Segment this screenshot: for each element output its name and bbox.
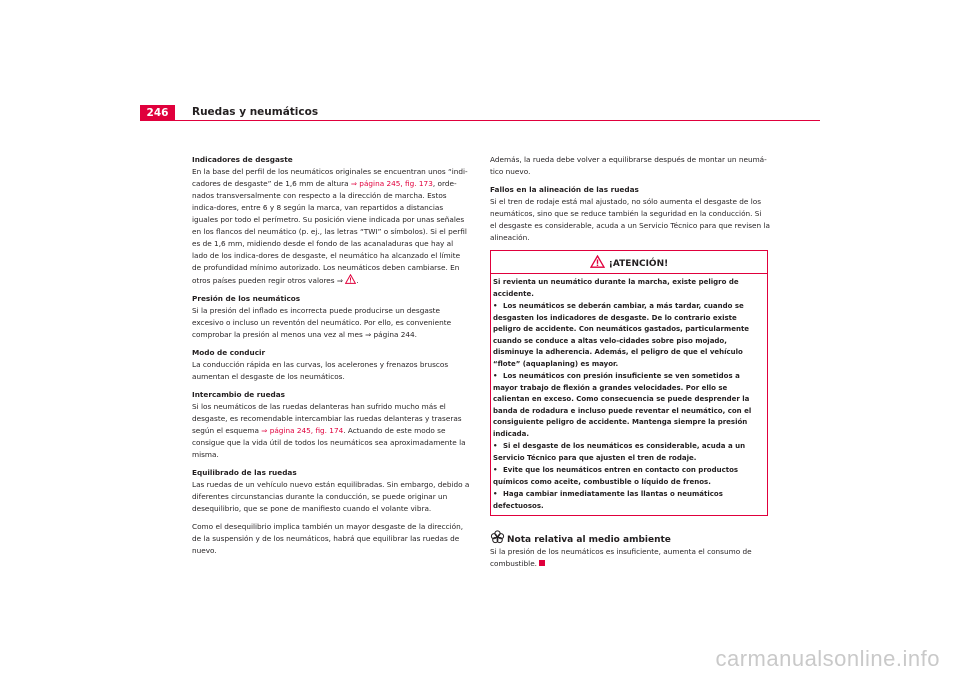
- warning-box: [490, 250, 768, 516]
- text-span: . Actuando de este modo se consigue que la vida útil de todos los neumáticos sea aproximadamente la misma.: [192, 426, 466, 459]
- paragraph-wheel-rotation: [192, 401, 470, 461]
- paragraph-environment: [490, 546, 770, 570]
- section-title-wear-indicators: Indicadores de desgaste: [192, 155, 293, 164]
- bullet-icon: •: [493, 466, 498, 474]
- paragraph-driving-mode: La conducción rápida en las curvas, los acelerones y frenazos bruscos aumentan el desgaste de los neumáticos.: [192, 360, 449, 381]
- warning-lead: Si revienta un neumático durante la marcha, existe peligro de accidente.: [493, 278, 739, 298]
- arrow-reference: ⇒: [336, 276, 344, 285]
- end-of-section-mark-icon: [539, 560, 545, 566]
- warning-item: [493, 371, 765, 440]
- text-span: En la base del perfil de los neumáticos originales se encuentran unos “indi-cadores de desgaste” de 1,6 mm de altura: [192, 167, 468, 188]
- warning-item-text: Haga cambiar inmediatamente las llantas o neumáticos defectuosos.: [493, 490, 723, 510]
- cross-reference-link[interactable]: ⇒ página 245, fig. 173: [350, 179, 433, 188]
- warning-item-text: Si el desgaste de los neumáticos es considerable, acuda a un Servicio Técnico para que ajusten el tren de rodaje.: [493, 442, 746, 462]
- paragraph-tire-pressure: Si la presión del inflado es incorrecta puede producirse un desgaste excesivo o incluso un reventón del neumático. Por ello, es conveniente comprobar la presión al menos una vez al mes ⇒ página 244.: [192, 306, 452, 339]
- header-rule: [140, 120, 820, 121]
- watermark: carmanualsonline.info: [715, 646, 940, 671]
- warning-body: [491, 274, 767, 515]
- bullet-icon: •: [493, 302, 498, 310]
- warning-item-text: Los neumáticos se deberán cambiar, a más tardar, cuando se desgasten los indicadores de desgaste. De lo contrario existe peligro de accidente. Con neumáticos gastados, particularmente cuando se conduce a altas velo-cidades sobre piso mojado, disminuye la adherencia. Además, el peligro de que el vehículo “flote” (aquaplaning) es mayor.: [493, 302, 750, 368]
- flower-icon: [490, 530, 505, 544]
- warning-triangle-icon: [590, 255, 605, 268]
- section-title-alignment: Fallos en la alineación de las ruedas: [490, 185, 639, 194]
- section-title-wheel-rotation: Intercambio de ruedas: [192, 390, 286, 399]
- environment-note-heading: Nota relativa al medio ambiente: [507, 535, 671, 545]
- bullet-icon: •: [493, 372, 498, 380]
- warning-item-text: Evite que los neumáticos entren en contacto con productos químicos como aceite, combustible o líquido de frenos.: [493, 466, 739, 486]
- cross-reference-link[interactable]: ⇒ página 245, fig. 174: [261, 426, 344, 435]
- warning-header: [491, 251, 767, 274]
- paragraph-alignment: Si el tren de rodaje está mal ajustado, no sólo aumenta el desgaste de los neumáticos, sino que se reduce también la seguridad en la conducción. Si el desgaste es considerable, acuda a un Servicio Técnico para que revisen la alineación.: [490, 197, 770, 242]
- paragraph-wheel-balancing-a: Las ruedas de un vehículo nuevo están equilibradas. Sin embargo, debido a diferentes circunstancias durante la conducción, se puede originar un desequilibrio, que se pone de manifiesto cuando el volante vibra.: [192, 480, 470, 513]
- chapter-title: Ruedas y neumáticos: [192, 106, 319, 118]
- section-title-wheel-balancing: Equilibrado de las ruedas: [192, 468, 297, 477]
- warning-item: [493, 465, 765, 488]
- section-title-driving-mode: Modo de conducir: [192, 348, 266, 357]
- text-span: , orde-nados transversalmente con respecto a la dirección de marcha. Estos indica-dores, entre 6 y 8 según la marca, van repartidos a distancias iguales por todo el perímetro. Su posición viene indicada por unas señales en los flancos del neumático (p. ej., las letras “TWI” o símbolos). Si el perfil es de 1,6 mm, midiendo desde el fondo de las acanaladuras que hay al lado de los indica-dores de desgaste, el neumático ha alcanzado el límite de profundidad mínimo autorizado. Los neumáticos deben cambiarse. En otros países pueden regir otros valores: [192, 179, 467, 285]
- section-title-tire-pressure: Presión de los neumáticos: [192, 294, 301, 303]
- warning-item: [493, 301, 765, 370]
- bullet-icon: •: [493, 490, 498, 498]
- left-column: [192, 154, 470, 563]
- warning-triangle-icon: [345, 274, 356, 284]
- warning-item: [493, 441, 765, 464]
- paragraph-wear-indicators: En la base del perfil de los neumáticos originales se encuentran unos “indi-cadores de desgaste” de 1,6 mm de altura ⇒ página 245, fig. 173, orde-nados transversalmente con respecto a la dirección de marcha. Estos indica-dores, entre 6 y 8 según la marca, van repartidos a distancias iguales por todo el perímetro. Su posición viene indicada por unas señales en los flancos del neumático (p. ej., las letras “TWI” o símbolos). Si el perfil es de 1,6 mm, midiendo desde el fondo de las acanaladuras que hay al lado de los indica-dores de desgaste, el neumático ha alcanzado el límite de profundidad mínimo autorizado. Los neumáticos deben cambiarse. En otros países pueden regir otros valores ⇒ .: [192, 167, 468, 285]
- right-column: [490, 154, 770, 576]
- warning-title: ¡ATENCIÓN!: [608, 259, 669, 269]
- paragraph-wheel-balancing-b: Como el desequilibrio implica también un mayor desgaste de la dirección, de la suspensión y de los neumáticos, habrá que equilibrar las ruedas de nuevo.: [192, 522, 464, 555]
- warning-item: [493, 489, 765, 512]
- paragraph-rebalancing: Además, la rueda debe volver a equilibrarse después de montar un neumá-tico nuevo.: [490, 155, 767, 176]
- bullet-icon: •: [493, 442, 498, 450]
- environment-note-title: [490, 530, 770, 546]
- page-number: 246: [140, 105, 175, 121]
- environment-note-text: Si la presión de los neumáticos es insuficiente, aumenta el consumo de combustible.: [490, 547, 752, 568]
- text-span: Si los neumáticos de las ruedas delanteras han sufrido mucho más el desgaste, es recomendable intercambiar las ruedas delanteras y traseras según el esquema: [192, 402, 462, 435]
- warning-item-text: Los neumáticos con presión insuficiente se ven sometidos a mayor trabajo de flexión a grandes velocidades. Por ello se calientan en exceso. Como consecuencia se puede desprender la banda de rodadura e incluso puede reventar el neumático, con el consiguiente peligro de accidente. Mantenga siempre la presión indicada.: [493, 372, 752, 438]
